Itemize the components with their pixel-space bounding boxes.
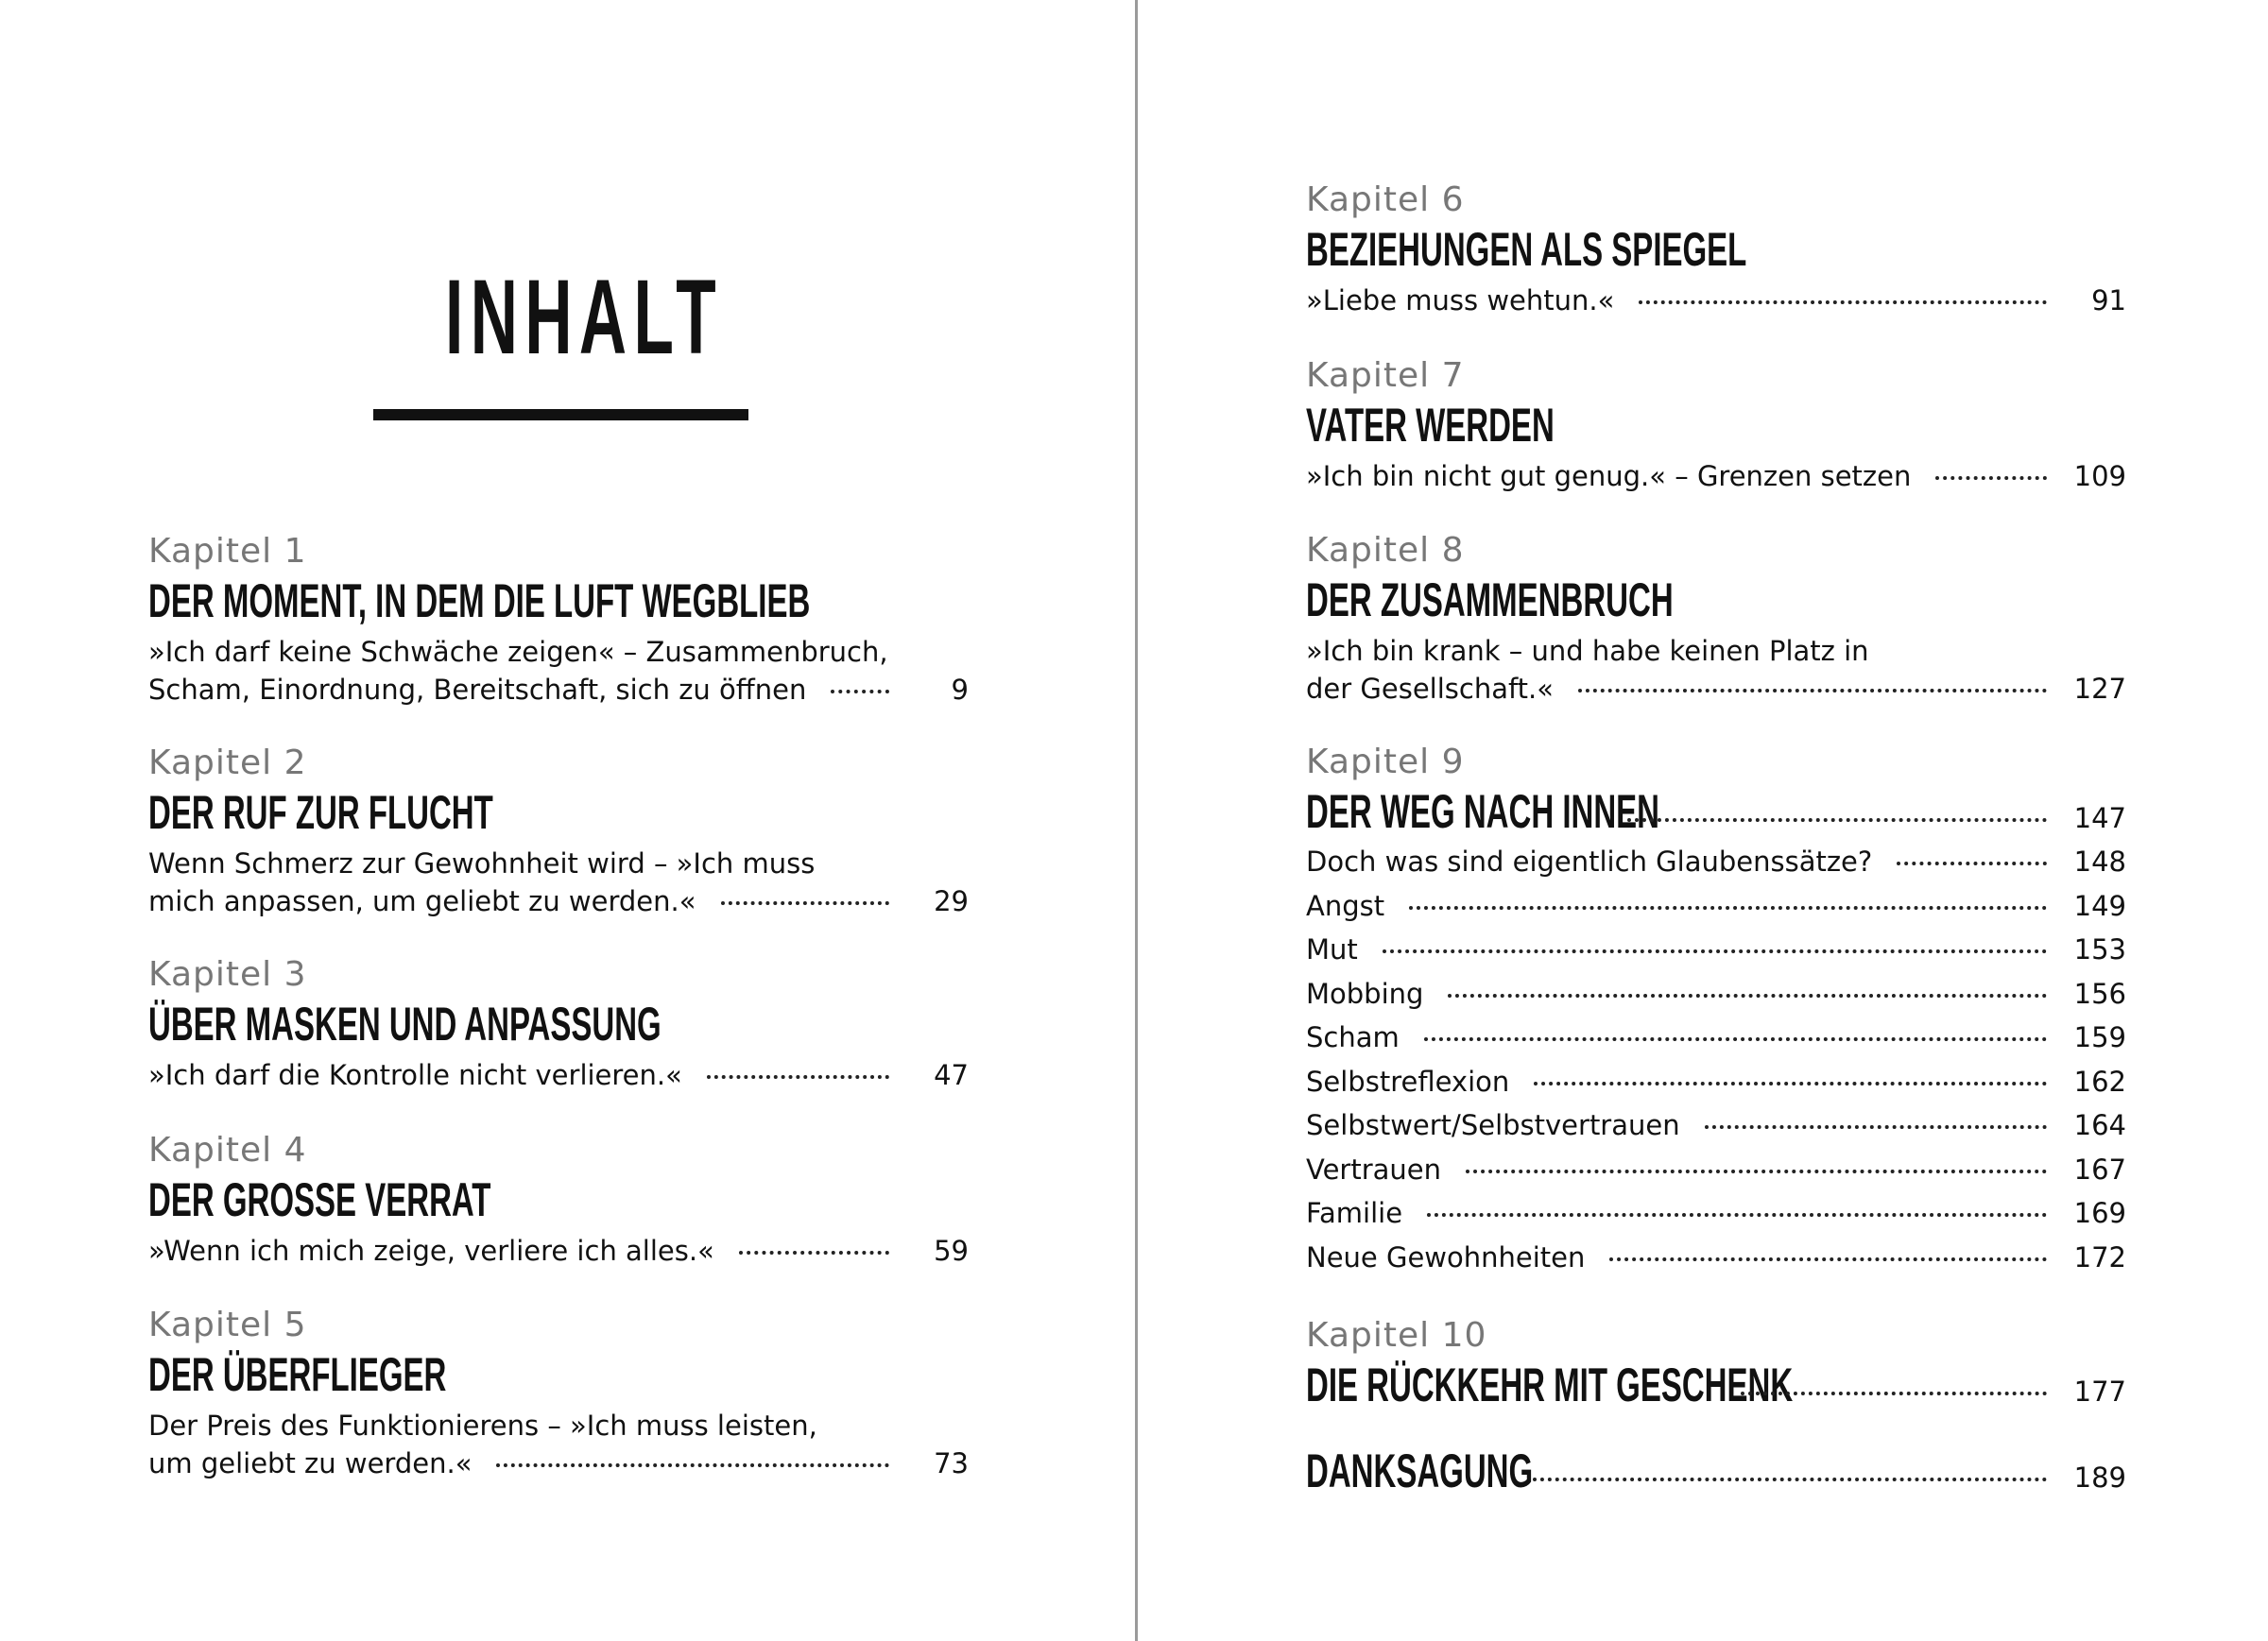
subsection-title: Doch was sind eigentlich Glaubenssätze? — [1306, 846, 1873, 878]
toc-entry-danksagung[interactable] — [1306, 1443, 2126, 1499]
subtitle-text: »Ich bin nicht gut genug.« – Grenzen setzen — [1306, 460, 1912, 492]
subtitle-line-with-page — [1306, 670, 2126, 708]
page-number: 29 — [934, 885, 969, 917]
chapter-title-wrap — [1306, 1443, 1534, 1499]
toc-entry-kapitel-2[interactable] — [148, 743, 969, 920]
chapter-title: DER MOMENT, IN DEM DIE LUFT WEGBLIEB — [148, 574, 811, 627]
subtitle-line: »Ich darf keine Schwäche zeigen« – Zusammenbruch, — [148, 636, 888, 668]
dot-leader — [1897, 862, 2047, 865]
page-number: 9 — [951, 674, 969, 706]
toc-entry-kapitel-10[interactable] — [1306, 1315, 2126, 1413]
chapter-subtitle — [148, 1056, 969, 1094]
subtitle-line: »Ich bin krank – und habe keinen Platz in — [1306, 635, 1869, 667]
subsection-item[interactable] — [1306, 1016, 2126, 1060]
subtitle-text: »Wenn ich mich zeige, verliere ich alles.« — [148, 1235, 714, 1267]
chapter-number: Kapitel 7 — [1306, 356, 1465, 395]
subtitle-line-with-page — [148, 1444, 969, 1482]
chapter-subtitle — [148, 845, 969, 920]
page-number: 169 — [2073, 1197, 2126, 1229]
subsection-item[interactable] — [1306, 928, 2126, 972]
chapter-title: ÜBER MASKEN UND ANPASSUNG — [148, 998, 662, 1051]
subsection-item[interactable] — [1306, 1148, 2126, 1192]
dot-leader — [1639, 300, 2047, 304]
subtitle-text: mich anpassen, um geliebt zu werden.« — [148, 885, 696, 917]
subtitle-line-with-page — [1306, 457, 2126, 495]
chapter-title: DER RUF ZUR FLUCHT — [148, 786, 493, 839]
dot-leader — [1427, 1213, 2047, 1217]
subsection-item[interactable] — [1306, 1103, 2126, 1148]
subsection-title: Angst — [1306, 889, 1385, 922]
dot-leader — [1627, 818, 2047, 822]
subtitle-text: um geliebt zu werden.« — [148, 1447, 472, 1479]
toc-entry-kapitel-3[interactable] — [148, 954, 969, 1094]
subsection-item[interactable] — [1306, 972, 2126, 1017]
page-number: 127 — [2073, 673, 2126, 705]
subtitle-line: Der Preis des Funktionierens – »Ich muss leisten, — [148, 1410, 817, 1442]
toc-entry-kapitel-1[interactable] — [148, 531, 969, 709]
subsection-list — [1306, 840, 2126, 1279]
subtitle-text: »Liebe muss wehtun.« — [1306, 284, 1615, 316]
subsection-item[interactable] — [1306, 884, 2126, 929]
chapter-subtitle — [1306, 457, 2126, 495]
subsection-title: Mut — [1306, 933, 1358, 966]
subtitle-line-with-page — [148, 1232, 969, 1270]
page-number: 109 — [2073, 460, 2126, 492]
chapter-title: DIE RÜCKKEHR MIT GESCHENK — [1306, 1359, 1794, 1411]
subsection-title: Scham — [1306, 1021, 1400, 1053]
dot-leader — [1609, 1257, 2047, 1261]
page-number: 147 — [2073, 802, 2126, 834]
chapter-title-row — [1306, 1443, 2126, 1499]
chapter-title: DER ÜBERFLIEGER — [148, 1348, 447, 1401]
chapter-number: Kapitel 3 — [148, 955, 307, 994]
dot-leader — [1741, 1392, 2047, 1395]
subsection-item[interactable] — [1306, 1191, 2126, 1236]
toc-entry-kapitel-5[interactable] — [148, 1305, 969, 1482]
page-number: 159 — [2073, 1021, 2126, 1053]
dot-leader — [1533, 1478, 2047, 1481]
subtitle-text: Scham, Einordnung, Bereitschaft, sich zu öffnen — [148, 674, 807, 706]
page-number: 172 — [2073, 1240, 2126, 1273]
page-number: 149 — [2073, 889, 2126, 922]
dot-leader — [1383, 949, 2047, 953]
dot-leader — [1534, 1082, 2047, 1085]
chapter-number: Kapitel 2 — [148, 744, 307, 782]
toc-entry-kapitel-6[interactable] — [1306, 179, 2126, 319]
dot-leader — [1578, 689, 2047, 692]
dot-leader — [831, 690, 889, 693]
chapter-number: Kapitel 1 — [148, 532, 307, 571]
chapter-title: DER GROSSE VERRAT — [148, 1173, 491, 1226]
subsection-title: Selbstreflexion — [1306, 1065, 1510, 1098]
page-number: 73 — [934, 1447, 969, 1479]
subtitle-line-with-page — [148, 1056, 969, 1094]
subsection-title: Vertrauen — [1306, 1153, 1442, 1186]
toc-entry-kapitel-7[interactable] — [1306, 355, 2126, 495]
chapter-subtitle — [148, 1407, 969, 1482]
page-number: 189 — [2073, 1462, 2126, 1494]
dot-leader — [739, 1251, 889, 1255]
chapter-title-row — [1306, 783, 2126, 840]
subtitle-line-with-page — [148, 671, 969, 709]
chapter-number: Kapitel 8 — [1306, 531, 1465, 570]
chapter-title: DER WEG NACH INNEN — [1306, 785, 1660, 838]
chapter-subtitle — [148, 1232, 969, 1270]
dot-leader — [1409, 906, 2047, 910]
page-number: 153 — [2073, 933, 2126, 966]
chapter-number: Kapitel 5 — [148, 1306, 307, 1344]
chapter-title: BEZIEHUNGEN ALS SPIEGEL — [1306, 223, 1747, 276]
dot-leader — [707, 1075, 889, 1079]
chapter-title: DANKSAGUNG — [1306, 1444, 1534, 1497]
dot-leader — [1424, 1037, 2047, 1041]
page-number: 148 — [2073, 846, 2126, 878]
toc-entry-kapitel-9[interactable] — [1306, 742, 2126, 1279]
chapter-subtitle — [1306, 282, 2126, 319]
chapter-title: VATER WERDEN — [1306, 399, 1555, 452]
toc-entry-kapitel-4[interactable] — [148, 1130, 969, 1270]
subsection-title: Selbstwert/Selbstvertrauen — [1306, 1109, 1680, 1141]
subtitle-text: der Gesellschaft.« — [1306, 673, 1555, 705]
chapter-number: Kapitel 9 — [1306, 743, 1465, 781]
title-underline — [373, 409, 748, 420]
chapter-subtitle — [148, 633, 969, 709]
dot-leader — [1448, 994, 2047, 998]
page-number: 164 — [2073, 1109, 2126, 1141]
chapter-title-row — [1306, 1357, 2126, 1413]
page-number: 156 — [2073, 977, 2126, 1010]
subsection-item[interactable] — [1306, 1236, 2126, 1280]
subtitle-line-with-page — [1306, 282, 2126, 319]
subsection-title: Mobbing — [1306, 977, 1424, 1010]
subsection-title: Familie — [1306, 1197, 1403, 1229]
page-number: 177 — [2073, 1376, 2126, 1408]
subsection-item[interactable] — [1306, 1060, 2126, 1104]
chapter-title-wrap — [1306, 783, 1660, 840]
dot-leader — [1705, 1125, 2047, 1129]
chapter-title-wrap — [1306, 1357, 1794, 1413]
page-number: 91 — [2091, 284, 2126, 316]
page-number: 162 — [2073, 1065, 2126, 1098]
page-number: 59 — [934, 1235, 969, 1267]
subsection-item[interactable] — [1306, 840, 2126, 884]
toc-entry-kapitel-8[interactable] — [1306, 530, 2126, 708]
dot-leader — [1466, 1170, 2047, 1173]
chapter-number: Kapitel 4 — [148, 1131, 307, 1170]
dot-leader — [1935, 476, 2047, 480]
chapter-number: Kapitel 10 — [1306, 1316, 1487, 1355]
subtitle-line: Wenn Schmerz zur Gewohnheit wird – »Ich muss — [148, 847, 816, 880]
page-number: 167 — [2073, 1153, 2126, 1186]
subtitle-line-with-page — [148, 882, 969, 920]
page-number: 47 — [934, 1059, 969, 1091]
dot-leader — [496, 1463, 889, 1467]
subtitle-text: »Ich darf die Kontrolle nicht verlieren.« — [148, 1059, 682, 1091]
chapter-subtitle — [1306, 632, 2126, 708]
dot-leader — [721, 901, 890, 905]
chapter-title: DER ZUSAMMENBRUCH — [1306, 573, 1674, 626]
subsection-title: Neue Gewohnheiten — [1306, 1240, 1586, 1273]
toc-title: INHALT — [445, 258, 724, 376]
chapter-number: Kapitel 6 — [1306, 180, 1465, 219]
